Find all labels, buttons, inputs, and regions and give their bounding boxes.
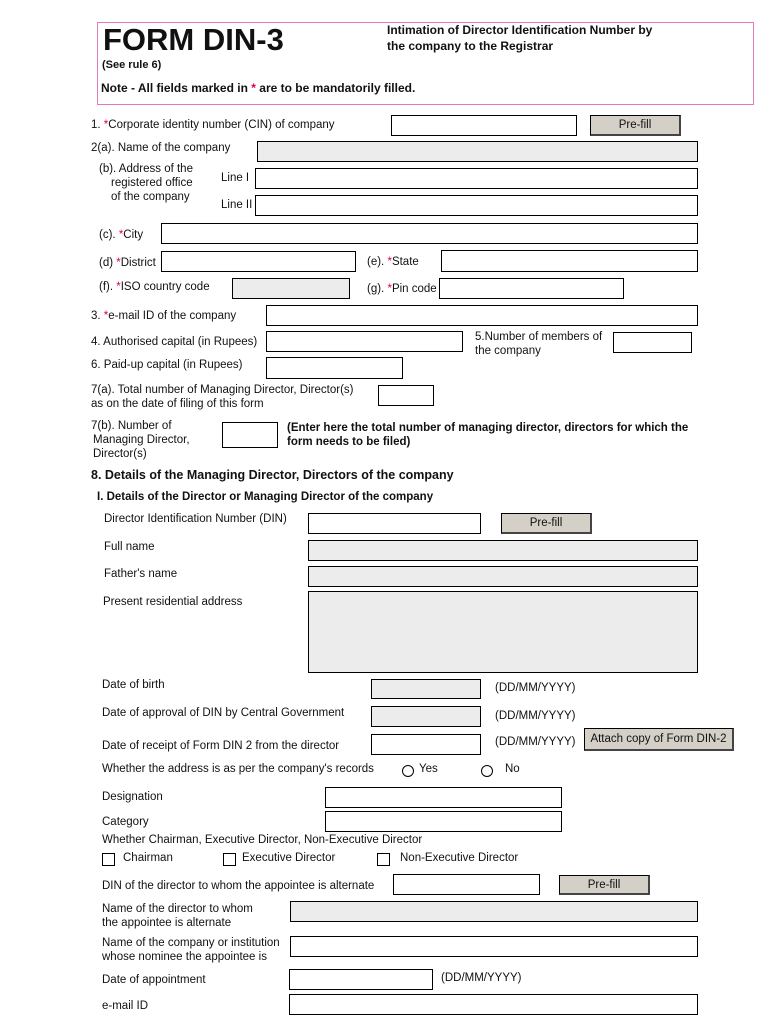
authorised-capital-input[interactable] [266, 331, 463, 352]
category-label: Category [102, 816, 149, 828]
category-input[interactable] [325, 811, 562, 832]
address-line2-label: Line II [221, 199, 253, 211]
nominee-company-input[interactable] [290, 936, 698, 957]
dob-field [371, 679, 481, 699]
receipt-format-hint: (DD/MM/YYYY) [495, 736, 576, 748]
appointment-date-input[interactable] [289, 969, 433, 990]
company-name-field [257, 141, 698, 162]
cin-prefill-button[interactable]: Pre-fill [590, 115, 681, 136]
nominee-company-label-2: whose nominee the appointee is [102, 951, 267, 963]
address-match-no-radio[interactable] [481, 765, 493, 777]
pin-code-label: (g). *Pin code [367, 283, 437, 295]
full-name-field [308, 540, 698, 561]
nominee-company-label-1: Name of the company or institution [102, 937, 280, 949]
members-input[interactable] [613, 332, 692, 353]
address-line1-input[interactable] [255, 168, 698, 189]
cin-label: 1. *Corporate identity number (CIN) of company [91, 119, 335, 131]
city-input[interactable] [161, 223, 698, 244]
non-executive-director-label: Non-Executive Director [400, 852, 519, 864]
alternate-name-label-1: Name of the director to whom [102, 903, 253, 915]
authorised-capital-label: 4. Authorised capital (in Rupees) [91, 336, 258, 348]
din-label: Director Identification Number (DIN) [104, 513, 287, 525]
din-approval-date-field [371, 706, 481, 727]
district-input[interactable] [161, 251, 356, 272]
no-label: No [505, 763, 520, 775]
address-match-label: Whether the address is as per the company's records [102, 763, 374, 775]
num-md-label-1: 7(b). Number of [91, 420, 172, 432]
company-name-label: 2(a). Name of the company [91, 142, 231, 154]
din-prefill-button[interactable]: Pre-fill [501, 513, 592, 534]
category-hint: Whether Chairman, Executive Director, Non-Executive Director [102, 834, 423, 846]
executive-director-checkbox[interactable] [223, 853, 236, 866]
executive-director-label: Executive Director [242, 852, 336, 864]
iso-country-field [232, 278, 350, 299]
appointment-date-label: Date of appointment [102, 974, 206, 986]
state-input[interactable] [441, 250, 698, 272]
din-approval-date-label: Date of approval of DIN by Central Government [102, 707, 345, 719]
designation-input[interactable] [325, 787, 562, 808]
form-title: FORM DIN-3 [103, 22, 284, 57]
mandatory-note: Note - All fields marked in * are to be mandatorily filled. [101, 81, 416, 95]
num-md-label-3: Director(s) [93, 448, 147, 460]
city-label: (c). *City [99, 229, 144, 241]
din2-receipt-date-input[interactable] [371, 734, 481, 755]
state-label: (e). *State [367, 256, 419, 268]
yes-label: Yes [419, 763, 438, 775]
approval-format-hint: (DD/MM/YYYY) [495, 710, 576, 722]
chairman-checkbox[interactable] [102, 853, 115, 866]
company-email-input[interactable] [266, 305, 698, 326]
paidup-capital-input[interactable] [266, 357, 403, 379]
dob-format-hint: (DD/MM/YYYY) [495, 682, 576, 694]
section8-subtitle: I. Details of the Director or Managing Director of the company [97, 491, 434, 503]
total-md-input[interactable] [378, 385, 434, 406]
num-md-note-2: form needs to be filed) [287, 436, 411, 448]
director-email-label: e-mail ID [102, 1000, 149, 1012]
address-line2-input[interactable] [255, 195, 698, 216]
form-subtitle-line2: the company to the Registrar [387, 39, 554, 53]
pin-code-input[interactable] [439, 278, 624, 299]
address-label-2: registered office [111, 177, 193, 189]
father-name-field [308, 566, 698, 587]
section8-title: 8. Details of the Managing Director, Directors of the company [91, 468, 454, 482]
address-label-3: of the company [111, 191, 190, 203]
iso-country-label: (f). *ISO country code [99, 281, 210, 293]
full-name-label: Full name [104, 541, 155, 553]
attach-din2-button[interactable]: Attach copy of Form DIN-2 [584, 728, 734, 751]
residential-address-field [308, 591, 698, 673]
members-label-1: 5.Number of members of [475, 331, 603, 343]
appointment-format-hint: (DD/MM/YYYY) [441, 972, 522, 984]
non-executive-director-checkbox[interactable] [377, 853, 390, 866]
total-md-label-2: as on the date of filing of this form [91, 398, 264, 410]
din2-receipt-date-label: Date of receipt of Form DIN 2 from the director [102, 740, 340, 752]
alternate-name-field [290, 901, 698, 922]
chairman-label: Chairman [123, 852, 173, 864]
alternate-din-prefill-button[interactable]: Pre-fill [559, 875, 650, 895]
district-label: (d) *District [99, 257, 156, 269]
residential-address-label: Present residential address [103, 596, 243, 608]
num-md-input[interactable] [222, 422, 278, 448]
address-match-yes-radio[interactable] [402, 765, 414, 777]
paidup-capital-label: 6. Paid-up capital (in Rupees) [91, 359, 243, 371]
address-label-1: (b). Address of the [99, 163, 193, 175]
total-md-label-1: 7(a). Total number of Managing Director, Director(s) [91, 384, 354, 396]
num-md-label-2: Managing Director, [93, 434, 190, 446]
alternate-din-label: DIN of the director to whom the appointee is alternate [102, 880, 375, 892]
rule-reference: (See rule 6) [102, 59, 162, 71]
num-md-note-1: (Enter here the total number of managing director, directors for which the [287, 422, 689, 434]
cin-input[interactable] [391, 115, 577, 136]
designation-label: Designation [102, 791, 163, 803]
director-email-input[interactable] [289, 994, 698, 1015]
form-subtitle-line1: Intimation of Director Identification Number by [387, 23, 653, 37]
address-line1-label: Line I [221, 172, 250, 184]
alternate-din-input[interactable] [393, 874, 540, 895]
dob-label: Date of birth [102, 679, 165, 691]
din-input[interactable] [308, 513, 481, 534]
members-label-2: the company [475, 345, 541, 357]
company-email-label: 3. *e-mail ID of the company [91, 310, 237, 322]
father-name-label: Father's name [104, 568, 178, 580]
alternate-name-label-2: the appointee is alternate [102, 917, 232, 929]
